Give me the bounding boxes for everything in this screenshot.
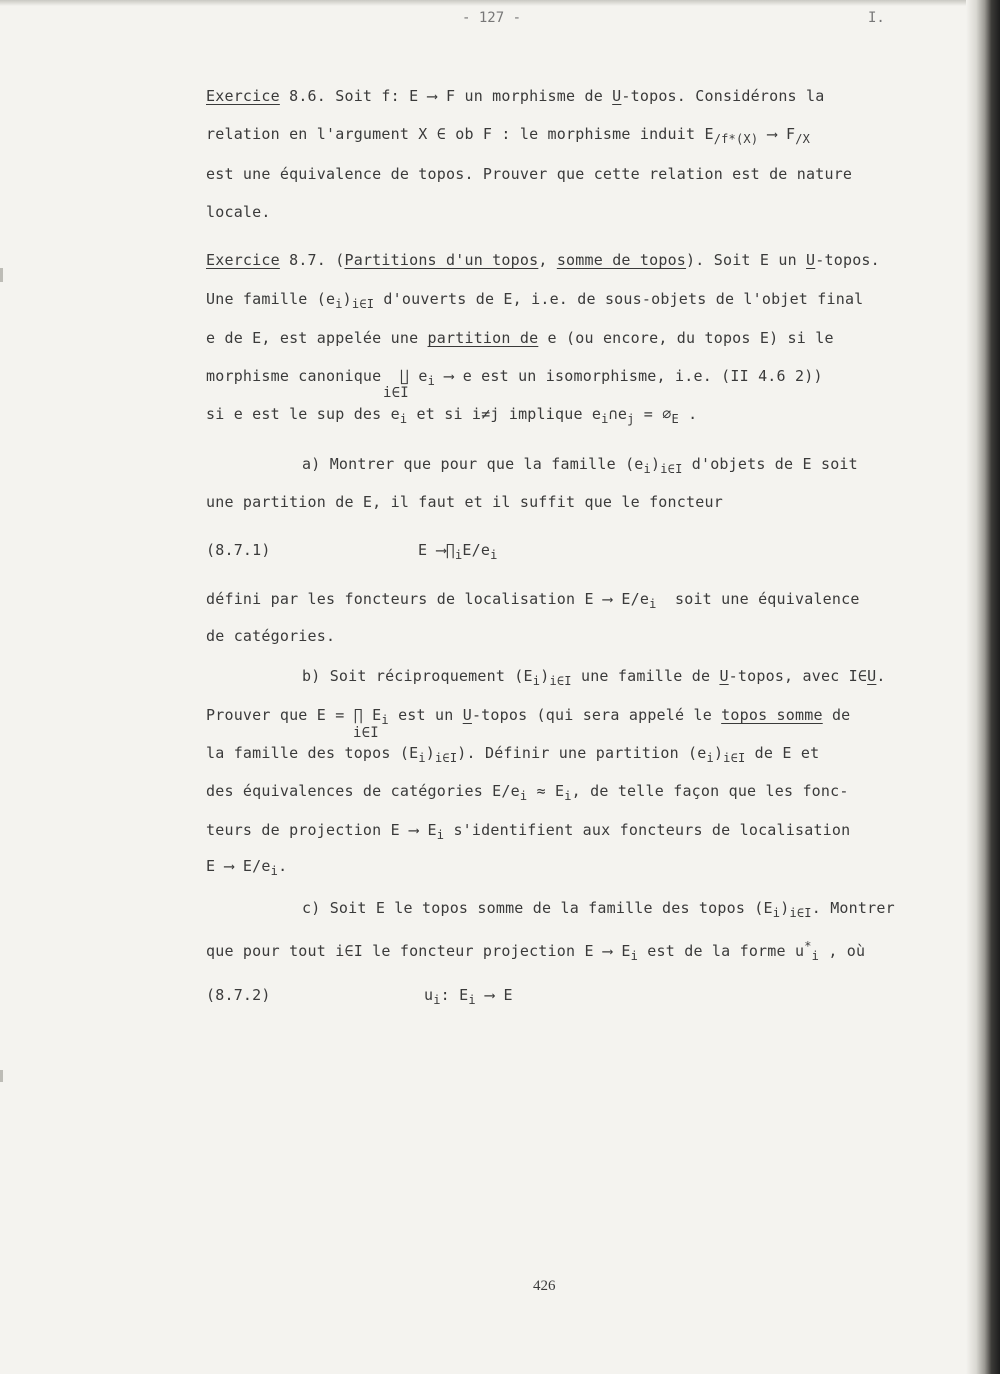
- line-21: que pour tout i∈I le foncteur projection E ⟶ $E_i$ est de la forme $u^*_i$ , où: [206, 939, 866, 963]
- scan-mark: [0, 268, 3, 282]
- scan-binding-shadow: [966, 0, 1000, 1374]
- line-6: Une famille $(e_i)_{i\in I}$ d'ouverts de E, i.e. de sous-objets de l'objet final: [206, 290, 864, 311]
- line-11: une partition de E, il faut et il suffit que le foncteur: [206, 493, 723, 511]
- line-3: est une équivalence de topos. Prouver que cette relation est de nature: [206, 165, 853, 183]
- page-number: 426: [533, 1278, 556, 1294]
- line-7: e de E, est appelée une partition de e (ou encore, du topos E) si le: [206, 329, 834, 347]
- line-4: locale.: [206, 203, 271, 221]
- corner-mark: I.: [868, 10, 885, 26]
- line-20: c) Soit E le topos somme de la famille des topos $(E_i)_{i\in I}$. Montrer: [302, 899, 895, 920]
- line-10: a) Montrer que pour que la famille $(e_i)_{i\in I}$ d'objets de E soit: [302, 455, 858, 476]
- index-under-product: i∈I: [353, 725, 379, 741]
- scan-top-edge: [0, 0, 1000, 6]
- equation-8-7-2: $u_i$: $E_i$ ⟶ E: [424, 986, 513, 1007]
- line-17: des équivalences de catégories $E/e_i \approx E_i$, de telle façon que les fonc-: [206, 782, 849, 803]
- line-15: Prouver que E = ∏ $E_i$ est un U-topos (qui sera appelé le topos somme de: [206, 706, 851, 727]
- line-9: si e est le sup des $e_i$ et si i≠j implique $e_i\cap e_j$ = $\emptyset_E$ .: [206, 405, 698, 426]
- line-5: Exercice 8.7. (Partitions d'un topos, somme de topos). Soit E un U-topos.: [206, 251, 880, 269]
- equation-label: (8.7.2): [206, 986, 271, 1004]
- line-19: E ⟶ $E/e_i$.: [206, 857, 288, 878]
- exercise-heading: Exercice: [206, 87, 280, 105]
- index-under-coproduct: i∈I: [383, 385, 409, 401]
- exercise-heading: Exercice: [206, 251, 280, 269]
- coproduct-symbol: ∐: [399, 367, 410, 385]
- line-12: défini par les foncteurs de localisation E ⟶ $E/e_i$ soit une équivalence: [206, 590, 860, 611]
- scan-mark: [0, 1070, 3, 1082]
- line-16: la famille des topos $(E_i)_{i\in I}$). Définir une partition $(e_i)_{i\in I}$ de E et: [206, 744, 820, 765]
- equation-label: (8.7.1): [206, 541, 271, 559]
- page-ref: - 127 -: [462, 10, 522, 26]
- line-1: Exercice 8.6. Soit f: E ⟶ F un morphisme de U-topos. Considérons la: [206, 87, 825, 105]
- line-14: b) Soit réciproquement $(E_i)_{i\in I}$ une famille de U-topos, avec I∈U.: [302, 667, 886, 688]
- line-8: morphisme canonique ∐ $e_i$ ⟶ e est un isomorphisme, i.e. (II 4.6 2)): [206, 367, 823, 388]
- line-18: teurs de projection E ⟶ $E_i$ s'identifient aux foncteurs de localisation: [206, 821, 851, 842]
- product-symbol: ∏: [353, 706, 363, 724]
- product-symbol: ∏: [445, 541, 455, 559]
- line-2: relation en l'argument X ∈ ob F : le morphisme induit $E_{/f*(X)}$ ⟶ $F_{/X}$: [206, 125, 811, 146]
- equation-8-7-1: E $⟶\prod_iE/e_i$: [418, 541, 498, 562]
- line-13: de catégories.: [206, 627, 336, 645]
